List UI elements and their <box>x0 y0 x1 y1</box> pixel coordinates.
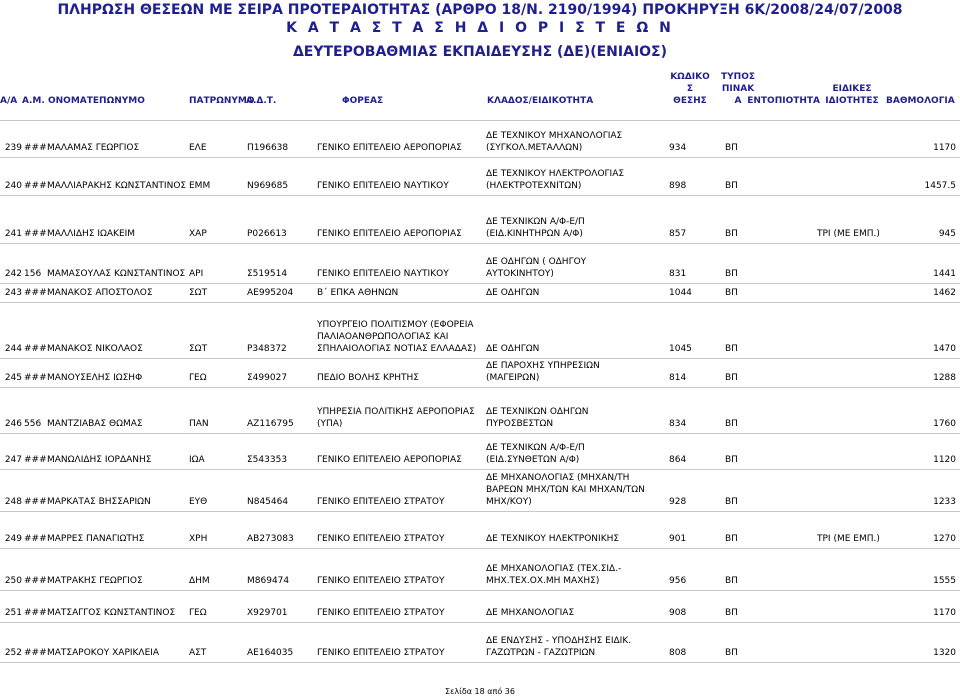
cell-adt: Π196638 <box>247 143 289 153</box>
cell-foreas: ΓΕΝΙΚΟ ΕΠΙΤΕΛΕΙΟ ΝΑΥΤΙΚΟΥ <box>317 181 449 191</box>
cell-klados: ΔΕ ΤΕΧΝΙΚΩΝ Α/Φ-Ε/Π (ΕΙΔ.ΚΙΝΗΤΗΡΩΝ Α/Φ) <box>486 217 585 239</box>
cell-name: ΜΑΝΤΖΙΑΒΑΣ ΘΩΜΑΣ <box>47 419 143 429</box>
cell-adt: ΑΕ995204 <box>247 288 294 298</box>
cell-am: ### <box>24 373 47 383</box>
cell-foreas: ΓΕΝΙΚΟ ΕΠΙΤΕΛΕΙΟ ΣΤΡΑΤΟΥ <box>317 608 445 618</box>
cell-klados: ΔΕ ΜΗΧΑΝΟΛΟΓΙΑΣ (ΤΕΧ.ΣΙΔ.-ΜΗΧ.ΤΕΧ.ΟΧ.ΜΗ ΜΑΧΗΣ) <box>486 564 622 586</box>
table-row <box>0 243 960 283</box>
cell-vathmologia: 1470 <box>933 344 956 354</box>
cell-father: ΕΛΕ <box>189 143 207 153</box>
cell-foreas: ΓΕΝΙΚΟ ΕΠΙΤΕΛΕΙΟ ΣΤΡΑΤΟΥ <box>317 576 445 586</box>
cell-father: ΓΕΩ <box>189 608 207 618</box>
header-name: ΟΝΟΜΑΤΕΠΩΝΥΜΟ <box>48 96 145 106</box>
cell-klados: ΔΕ ΟΔΗΓΩΝ <box>486 288 540 298</box>
cell-eidikes: ΤΡΙ (ΜΕ ΕΜΠ.) <box>817 534 880 544</box>
cell-typos: ΒΠ <box>725 143 738 153</box>
cell-klados: ΔΕ ΤΕΧΝΙΚΩΝ Α/Φ-Ε/Π (ΕΙΔ.ΣΥΝΘΕΤΩΝ Α/Φ) <box>486 443 585 465</box>
table-row <box>0 283 960 302</box>
header-typos-line2: ΠΙΝΑΚ <box>721 84 755 94</box>
cell-kodikos: 834 <box>669 419 687 429</box>
cell-adt: Ρ348372 <box>247 344 287 354</box>
cell-aa: 245 <box>4 373 22 383</box>
cell-foreas: ΓΕΝΙΚΟ ΕΠΙΤΕΛΕΙΟ ΑΕΡΟΠΟΡΙΑΣ <box>317 143 462 153</box>
header-typos-line1: ΤΥΠΟΣ <box>721 72 755 82</box>
page-section-title: ΔΕΥΤΕΡΟΒΑΘΜΙΑΣ ΕΚΠΑΙΔΕΥΣΗΣ (ΔΕ)(ΕΝΙΑΙΟΣ) <box>292 44 668 60</box>
cell-adt: Χ929701 <box>247 608 288 618</box>
cell-name: ΜΑΤΡΑΚΗΣ ΓΕΩΡΓΙΟΣ <box>47 576 143 586</box>
cell-am: ### <box>24 288 47 298</box>
cell-kodikos: 857 <box>669 229 687 239</box>
cell-typos: ΒΠ <box>725 648 738 658</box>
cell-klados: ΔΕ ΤΕΧΝΙΚΟΥ ΜΗΧΑΝΟΛΟΓΙΑΣ (ΣΥΓΚΟΛ.ΜΕΤΑΛΛΩΝ) <box>486 131 623 153</box>
cell-vathmologia: 1457.5 <box>924 181 956 191</box>
table-row <box>0 548 960 590</box>
cell-name: ΜΑΛΑΜΑΣ ΓΕΩΡΓΙΟΣ <box>47 143 140 153</box>
cell-name: ΜΑΛΛΙΔΗΣ ΙΩΑΚΕΙΜ <box>47 229 136 239</box>
table-row <box>0 120 960 157</box>
table-row <box>0 387 960 433</box>
cell-name: ΜΑΝΟΥΣΕΛΗΣ ΙΩΣΗΦ <box>47 373 143 383</box>
cell-adt: Μ869474 <box>247 576 290 586</box>
header-father: ΠΑΤΡΩΝΥΜΟ <box>189 96 255 106</box>
table-row <box>0 302 960 358</box>
cell-aa: 240 <box>4 181 22 191</box>
cell-klados: ΔΕ ΟΔΗΓΩΝ <box>486 344 540 354</box>
cell-foreas: ΥΠΟΥΡΓΕΙΟ ΠΟΛΙΤΙΣΜΟΥ (ΕΦΟΡΕΙΑ ΠΑΛΙΑΟΑΝΘΡΩΠΟΛΟΓΙΑΣ ΚΑΙ ΣΠΗΛΑΙΟΛΟΓΙΑΣ ΝΟΤΙΑΣ ΕΛΛΑΔΑΣ) <box>317 320 477 354</box>
cell-aa: 249 <box>4 534 22 544</box>
page-title: ΠΛΗΡΩΣΗ ΘΕΣΕΩΝ ΜΕ ΣΕΙΡΑ ΠΡΟΤΕΡΑΙΟΤΗΤΑΣ (ΑΡΘΡΟ 18/Ν. 2190/1994) ΠΡΟΚΗΡΥΞΗ 6Κ/2008/24/07/2008 <box>57 2 903 18</box>
cell-am: ### <box>24 608 47 618</box>
header-eidikes-line1: ΕΙΔΙΚΕΣ <box>832 84 872 94</box>
cell-vathmologia: 1320 <box>933 648 956 658</box>
page-subtitle: Κ Α Τ Α Σ Τ Α Σ Η Δ Ι Ο Ρ Ι Σ Τ Ε Ω Ν <box>286 20 674 36</box>
cell-klados: ΔΕ ΤΕΧΝΙΚΟΥ ΗΛΕΚΤΡΟΝΙΚΗΣ <box>486 534 620 544</box>
cell-foreas: ΓΕΝΙΚΟ ΕΠΙΤΕΛΕΙΟ ΣΤΡΑΤΟΥ <box>317 648 445 658</box>
cell-am: ### <box>24 576 47 586</box>
cell-father: ΠΑΝ <box>189 419 209 429</box>
cell-kodikos: 831 <box>669 269 687 279</box>
cell-am: ### <box>24 181 47 191</box>
cell-typos: ΒΠ <box>725 497 738 507</box>
cell-aa: 250 <box>4 576 22 586</box>
row-divider <box>0 662 960 663</box>
cell-kodikos: 1044 <box>669 288 692 298</box>
cell-adt: Σ499027 <box>247 373 288 383</box>
cell-name: ΜΑΡΡΕΣ ΠΑΝΑΓΙΩΤΗΣ <box>47 534 145 544</box>
cell-vathmologia: 1441 <box>933 269 956 279</box>
cell-aa: 244 <box>4 344 22 354</box>
cell-typos: ΒΠ <box>725 181 738 191</box>
cell-klados: ΔΕ ΟΔΗΓΩΝ ( ΟΔΗΓΟΥ ΑΥΤΟΚΙΝΗΤΟΥ) <box>486 257 587 279</box>
cell-kodikos: 934 <box>669 143 687 153</box>
header-foreas: ΦΟΡΕΑΣ <box>342 96 384 106</box>
table-row <box>0 590 960 622</box>
cell-adt: ΑΒ273083 <box>247 534 294 544</box>
cell-typos: ΒΠ <box>725 373 738 383</box>
cell-am: ### <box>24 344 47 354</box>
cell-adt: Σ543353 <box>247 455 288 465</box>
cell-vathmologia: 1120 <box>933 455 956 465</box>
cell-father: ΧΑΡ <box>189 229 207 239</box>
cell-aa: 239 <box>4 143 22 153</box>
cell-name: ΜΑΝΩΛΙΔΗΣ ΙΟΡΔΑΝΗΣ <box>47 455 152 465</box>
cell-father: ΓΕΩ <box>189 373 207 383</box>
cell-kodikos: 901 <box>669 534 687 544</box>
cell-am: ### <box>24 229 47 239</box>
cell-aa: 241 <box>4 229 22 239</box>
header-entopiotita: ΕΝΤΟΠΙΟΤΗΤΑ <box>747 96 820 106</box>
cell-aa: 246 <box>4 419 22 429</box>
cell-foreas: ΓΕΝΙΚΟ ΕΠΙΤΕΛΕΙΟ ΣΤΡΑΤΟΥ <box>317 534 445 544</box>
cell-foreas: ΓΕΝΙΚΟ ΕΠΙΤΕΛΕΙΟ ΑΕΡΟΠΟΡΙΑΣ <box>317 455 462 465</box>
cell-father: ΣΩΤ <box>189 288 208 298</box>
table-row <box>0 195 960 243</box>
table-row <box>0 622 960 662</box>
header-klados: ΚΛΑΔΟΣ/ΕΙΔΙΚΟΤΗΤΑ <box>487 96 594 106</box>
cell-am: 556 <box>24 419 42 429</box>
header-kodikos-line3: ΘΕΣΗΣ <box>673 96 707 106</box>
cell-father: ΕΜΜ <box>189 181 211 191</box>
cell-aa: 242 <box>4 269 22 279</box>
cell-am: ### <box>24 648 47 658</box>
cell-foreas: ΠΕΔΙΟ ΒΟΛΗΣ ΚΡΗΤΗΣ <box>317 373 419 383</box>
cell-name: ΜΑΡΚΑΤΑΣ ΒΗΣΣΑΡΙΩΝ <box>47 497 151 507</box>
cell-typos: ΒΠ <box>725 455 738 465</box>
cell-name: ΜΑΝΑΚΟΣ ΝΙΚΟΛΑΟΣ <box>47 344 143 354</box>
cell-aa: 243 <box>4 288 22 298</box>
cell-vathmologia: 1462 <box>933 288 956 298</box>
cell-aa: 247 <box>4 455 22 465</box>
cell-name: ΜΑΝΑΚΟΣ ΑΠΟΣΤΟΛΟΣ <box>47 288 153 298</box>
cell-vathmologia: 1233 <box>933 497 956 507</box>
cell-kodikos: 864 <box>669 455 687 465</box>
cell-kodikos: 808 <box>669 648 687 658</box>
cell-adt: Ν845464 <box>247 497 289 507</box>
cell-klados: ΔΕ ΜΗΧΑΝΟΛΟΓΙΑΣ <box>486 608 575 618</box>
cell-kodikos: 956 <box>669 576 687 586</box>
cell-eidikes: ΤΡΙ (ΜΕ ΕΜΠ.) <box>817 229 880 239</box>
header-kodikos-line1: ΚΩΔΙΚΟ <box>670 72 710 82</box>
cell-typos: ΒΠ <box>725 269 738 279</box>
cell-am: ### <box>24 455 47 465</box>
cell-klados: ΔΕ ΜΗΧΑΝΟΛΟΓΙΑΣ (ΜΗΧΑΝ/ΤΗ ΒΑΡΕΩΝ ΜΗΧ/ΤΩΝ ΚΑΙ ΜΗΧΑΝ/ΤΩΝ ΜΗΧ/ΚΟΥ) <box>486 473 645 507</box>
cell-foreas: ΥΠΗΡΕΣΙΑ ΠΟΛΙΤΙΚΗΣ ΑΕΡΟΠΟΡΙΑΣ (ΥΠΑ) <box>317 407 475 429</box>
cell-father: ΑΡΙ <box>189 269 204 279</box>
cell-typos: ΒΠ <box>725 229 738 239</box>
cell-vathmologia: 945 <box>938 229 956 239</box>
cell-typos: ΒΠ <box>725 534 738 544</box>
table-row <box>0 433 960 469</box>
cell-kodikos: 1045 <box>669 344 692 354</box>
cell-vathmologia: 1555 <box>933 576 956 586</box>
cell-father: ΣΩΤ <box>189 344 208 354</box>
cell-adt: Ρ026613 <box>247 229 287 239</box>
table-row <box>0 511 960 548</box>
cell-klados: ΔΕ ΕΝΔΥΣΗΣ - ΥΠΟΔΗΣΗΣ ΕΙΔΙΚ. ΓΑΖΩΤΡΩΝ - ΓΑΖΩΤΡΙΩΝ <box>486 636 632 658</box>
cell-foreas: ΓΕΝΙΚΟ ΕΠΙΤΕΛΕΙΟ ΑΕΡΟΠΟΡΙΑΣ <box>317 229 462 239</box>
header-vathmologia: ΒΑΘΜΟΛΟΓΙΑ <box>886 96 955 106</box>
cell-adt: ΑΖ116795 <box>247 419 294 429</box>
cell-am: ### <box>24 143 47 153</box>
cell-aa: 251 <box>4 608 22 618</box>
cell-kodikos: 898 <box>669 181 687 191</box>
cell-name: ΜΑΤΣΑΡΟΚΟΥ ΧΑΡΙΚΛΕΙΑ <box>47 648 160 658</box>
header-typos-line3: Α <box>734 96 742 106</box>
cell-father: ΕΥΘ <box>189 497 208 507</box>
cell-vathmologia: 1270 <box>933 534 956 544</box>
cell-aa: 252 <box>4 648 22 658</box>
cell-name: ΜΑΛΛΙΑΡΑΚΗΣ ΚΩΝΣΤΑΝΤΙΝΟΣ <box>47 181 187 191</box>
cell-typos: ΒΠ <box>725 288 738 298</box>
cell-am: ### <box>24 497 47 507</box>
cell-am: 156 <box>24 269 42 279</box>
cell-foreas: ΓΕΝΙΚΟ ΕΠΙΤΕΛΕΙΟ ΣΤΡΑΤΟΥ <box>317 497 445 507</box>
cell-am: ### <box>24 534 47 544</box>
cell-klados: ΔΕ ΠΑΡΟΧΗΣ ΥΠΗΡΕΣΙΩΝ (ΜΑΓΕΙΡΩΝ) <box>486 361 600 383</box>
cell-adt: Ν969685 <box>247 181 289 191</box>
cell-name: ΜΑΜΑΣΟΥΛΑΣ ΚΩΝΣΤΑΝΤΙΝΟΣ <box>47 269 186 279</box>
cell-vathmologia: 1170 <box>933 608 956 618</box>
cell-adt: Σ519514 <box>247 269 288 279</box>
page-footer: Σελίδα 18 από 36 <box>445 687 515 696</box>
cell-father: ΔΗΜ <box>189 576 210 586</box>
cell-vathmologia: 1170 <box>933 143 956 153</box>
cell-typos: ΒΠ <box>725 608 738 618</box>
header-eidikes-line2: ΙΔΙΟΤΗΤΕΣ <box>825 96 879 106</box>
cell-vathmologia: 1760 <box>933 419 956 429</box>
header-aa: Α/Α <box>0 96 18 106</box>
cell-foreas: Β΄ ΕΠΚΑ ΑΘΗΝΩΝ <box>317 288 399 298</box>
header-am: Α.Μ. <box>22 96 45 106</box>
table-row <box>0 157 960 195</box>
header-adt: Α.Δ.Τ. <box>246 96 277 106</box>
cell-kodikos: 814 <box>669 373 687 383</box>
cell-klados: ΔΕ ΤΕΧΝΙΚΟΥ ΗΛΕΚΤΡΟΛΟΓΙΑΣ (ΗΛΕΚΤΡΟΤΕΧΝΙΤΩΝ) <box>486 169 625 191</box>
cell-aa: 248 <box>4 497 22 507</box>
cell-kodikos: 908 <box>669 608 687 618</box>
table-row <box>0 469 960 511</box>
cell-father: ΧΡΗ <box>189 534 208 544</box>
cell-typos: ΒΠ <box>725 344 738 354</box>
cell-father: ΑΣΤ <box>189 648 207 658</box>
header-kodikos-line2: Σ <box>686 84 694 94</box>
cell-foreas: ΓΕΝΙΚΟ ΕΠΙΤΕΛΕΙΟ ΝΑΥΤΙΚΟΥ <box>317 269 449 279</box>
table-row <box>0 358 960 387</box>
cell-kodikos: 928 <box>669 497 687 507</box>
cell-name: ΜΑΤΣΑΓΓΟΣ ΚΩΝΣΤΑΝΤΙΝΟΣ <box>47 608 176 618</box>
cell-typos: ΒΠ <box>725 576 738 586</box>
cell-klados: ΔΕ ΤΕΧΝΙΚΩΝ ΟΔΗΓΩΝ ΠΥΡΟΣΒΕΣΤΩΝ <box>486 407 589 429</box>
cell-adt: ΑΕ164035 <box>247 648 294 658</box>
cell-vathmologia: 1288 <box>933 373 956 383</box>
cell-father: ΙΩΑ <box>189 455 205 465</box>
cell-typos: ΒΠ <box>725 419 738 429</box>
